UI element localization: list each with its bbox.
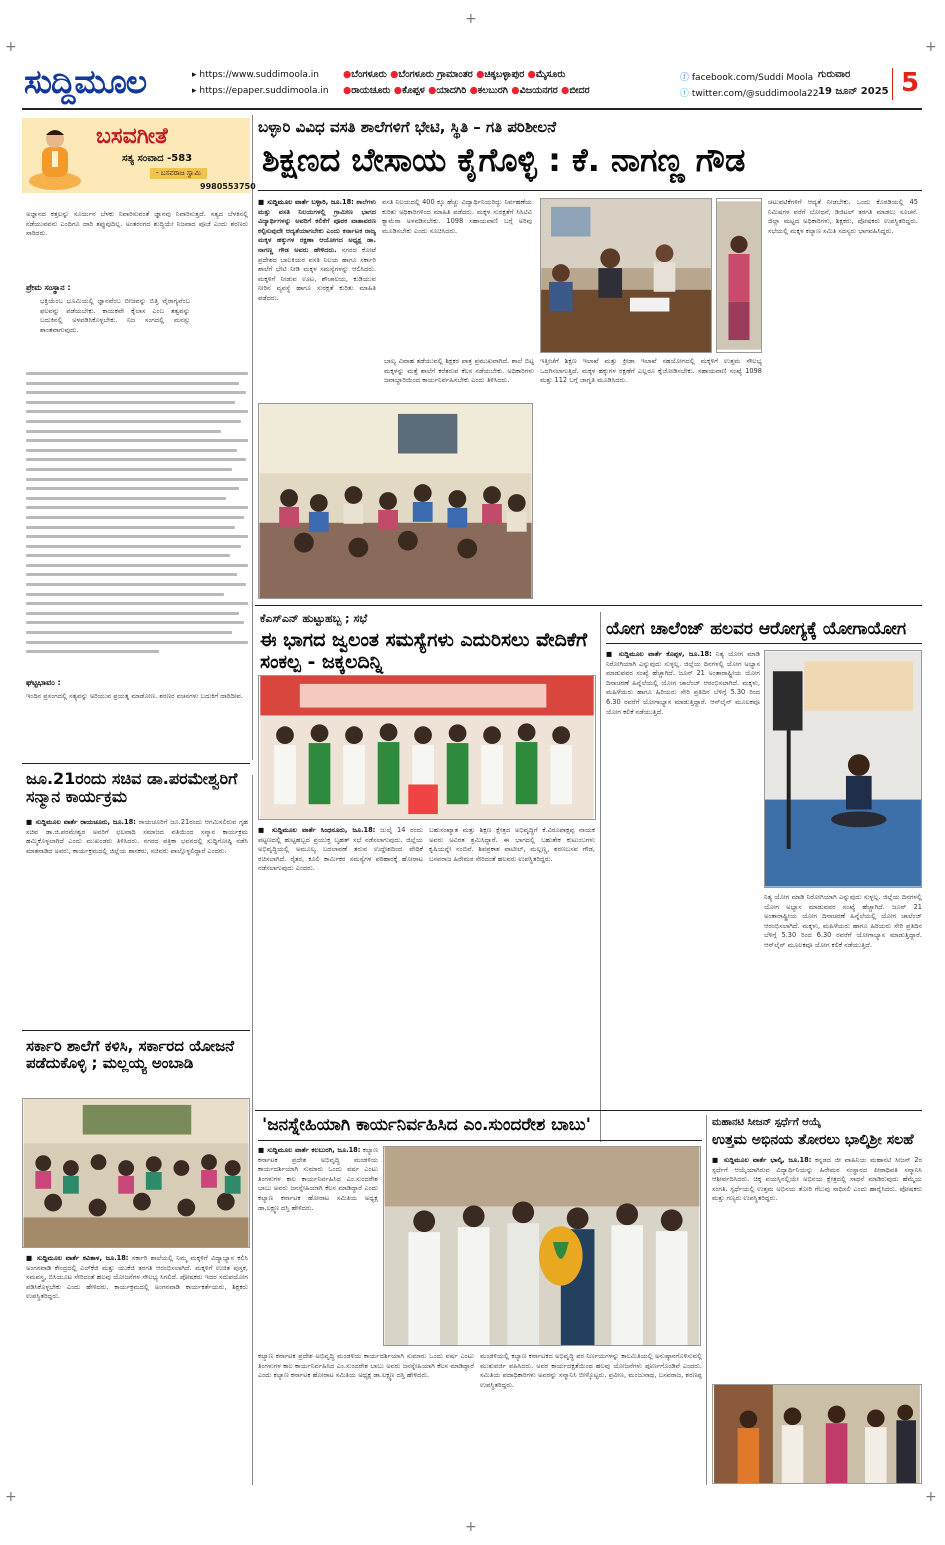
crop-mark: + (5, 39, 17, 55)
lead-photo-office (540, 198, 712, 353)
lead-column-3: ಬಾಲ್ಯ ವಿವಾಹ ತಡೆಯುವಲ್ಲಿ ಶಿಕ್ಷಕರ ಪಾತ್ರ ಪ್ರಮುಖವಾಗಿದೆ. ಶಾಲೆ ಬಿಟ್ಟ ಮಕ್ಕಳನ್ನು ಮತ್ತೆ ಶಾಲೆಗೆ ಕರೆತರುವ ಕೆಲಸ ನಡೆಯಬೇಕು. ಅಧಿಕಾರಿಗಳು ಜವಾಬ್ದಾರಿಯಿಂದ ಕಾರ್ಯನಿರ್ವಹಿಸಬೇಕು ಎಂದು ತಿಳಿಸಿದರು. (384, 357, 534, 385)
lead-column-right: ಚಟುವಟಿಕೆಗಳಿಗೆ ಆದ್ಯತೆ ನೀಡಬೇಕು. ಒಂದು ಕೊಠಡಿಯಲ್ಲಿ 45 ನಿಮಿಷಗಳ ವರೆಗೆ ಬೋಧನೆ, ಡಿಜಿಟಲ್ ತರಗತಿ ಮಾಡಲು ಸೂಚನೆ. ಜಿಲ್ಲಾ ಮಟ್ಟದ ಅಧಿಕಾರಿಗಳು, ಶಿಕ್ಷಕರು, ಪೋಷಕರು ಉಪಸ್ಥಿತರಿದ್ದರು. ಸಭೆಯಲ್ಲಿ ಮಕ್ಕಳ ಕಲ್ಯಾಣ ಸಮಿತಿ ಸದಸ್ಯರು ಭಾಗವಹಿಸಿದ್ದರು. (768, 198, 918, 235)
yoga-headline: ಯೋಗ ಚಾಲೆಂಜ್ ಹಲವರ ಆರೋಗ್ಯಕ್ಕೆ ಯೋಗಾಯೋಗ (606, 619, 907, 639)
issue-date: 19 ಜೂನ್ 2025 (818, 86, 889, 97)
lead-column-1 (258, 198, 376, 398)
cities-row-1: ●ಬೆಂಗಳೂರು ●ಬೆಂಗಳೂರು ಗ್ರಾಮಾಂತರ ●ಚಿಕ್ಕಬಳ್ಳಾಪುರ ●ಮೈಸೂರು (343, 69, 566, 80)
crop-mark: + (925, 39, 937, 55)
basavageethe-subtitle: ಸತ್ಯ ಸಂವಾದ -583 (122, 153, 193, 164)
ksn-text-1: ಜುಲೈ 14 ರಂದು ಪಟ್ಟಣದಲ್ಲಿ ಹುಟ್ಟಹಬ್ಬದ ಪ್ರಯುಕ್ತ ಬೃಹತ್ ಸಭೆ ನಡೆಸಲಾಗುವುದು. ಜಿಲ್ಲೆಯ ಅಭಿವೃದ್ಧಿಯಲ್ಲಿ ಅಮೂಲ್ಯ ಬದಲಾವಣೆ ತರುವ ಉದ್ದೇಶದಿಂದ ವೇದಿಕೆ ರಚಿಸಲಾಗಿದೆ. ರೈತರ, ಕೂಲಿ ಕಾರ್ಮಿಕರ ಸಮಸ್ಯೆಗಳ ಪರಿಹಾರಕ್ಕೆ ಹೋರಾಟ ನಡೆಸಲಾಗುವುದು ಎಂದರು. (258, 826, 423, 873)
yoga-byline: ■ ಸುದ್ದಿಮೂಲ ವಾರ್ತೆ ಕೊಪ್ಪಳ, ಜೂ.18: (606, 650, 712, 658)
lead-intro: ಶಾಲೆಗಳು ಮತ್ತು ವಸತಿ ನಿಲಯಗಳಲ್ಲಿ ಗ್ರಾಮೀಣ ಭಾಗದ ವಿದ್ಯಾರ್ಥಿಗಳನ್ನು ಅವರಿಗೆ ಕಲಿಕೆಗೆ ಪೂರಕ ವಾತಾವರಣ ಕಲ್ಪಿಸುವುದೇ ಆದ್ಯತೆಯಾಗಬೇಕು ಎಂದು ಕರ್ನಾಟಕ ರಾಜ್ಯ ಮಕ್ಕಳ ಹಕ್ಕುಗಳ ರಕ್ಷಣಾ ಆಯೋಗದ ಅಧ್ಯಕ್ಷ ಡಾ. ನಾಗಣ್ಣ ಗೌಡ ಅವರು ಹೇಳಿದರು. (258, 198, 376, 254)
ksn-photo (258, 675, 596, 820)
lead-kicker: ಬಳ್ಳಾರಿ ವಿವಿಧ ವಸತಿ ಶಾಲೆಗಳಿಗೆ ಭೇಟಿ, ಸ್ಥಿತಿ – ಗತಿ ಪರಿಶೀಲನೆ (258, 118, 557, 136)
yoga-column-right: ನಿತ್ಯ ಯೋಗ ಮಾಡಿ ನಿರೋಗಿಯಾಗಿ ಎನ್ನುವುದು ಸುಳ್ಳಲ್ಲ. ಜಿಲ್ಲೆಯ ದಿನಗಳಲ್ಲಿ ಯೋಗ ಅಭ್ಯಾಸ ಮಾಡುವವರ ಸಂಖ್ಯೆ ಹೆಚ್ಚಾಗಿದೆ. ಜೂನ್ 21 ಅಂತಾರಾಷ್ಟ್ರೀಯ ಯೋಗ ದಿನಾಚರಣೆ ಹಿನ್ನೆಲೆಯಲ್ಲಿ ಯೋಗ ಚಾಲೆಂಜ್ ಆರಂಭಿಸಲಾಗಿದೆ. ಮಕ್ಕಳು, ಮಹಿಳೆಯರು ಹಾಗೂ ಹಿರಿಯರು ಸೇರಿ ಪ್ರತಿದಿನ ಬೆಳಿಗ್ಗೆ 5.30 ರಿಂದ 6.30 ರವರೆಗೆ ಯೋಗಾಭ್ಯಾಸ ಮಾಡುತ್ತಿದ್ದಾರೆ. ಆನ್‌ಲೈನ್ ಮೂಲಕವೂ ಯೋಗ ಕಲಿಕೆ ನಡೆಯುತ್ತಿದೆ. (764, 893, 922, 949)
bhavyashree-kicker: ಮಹಾನಟಿ ಸೀಜನ್ ಸ್ಪರ್ಧೆಗೆ ಆಯ್ಕೆ (712, 1117, 821, 1128)
yoga-photo (764, 650, 922, 888)
government-school-headline: ಸರ್ಕಾರಿ ಶಾಲೆಗೆ ಕಳಿಸಿ, ಸರ್ಕಾರದ ಯೋಜನೆ ಪಡೆದುಕೊಳ್ಳಿ ; ಮಲ್ಲಯ್ಯ ಅಂಬಾಡಿ (26, 1037, 235, 1073)
crop-mark: + (465, 1519, 477, 1535)
bhavyashree-body (712, 1156, 922, 1378)
bhavyashree-byline: ■ ಸುದ್ದಿಮೂಲ ವಾರ್ತೆ ಭಾಲ್ಕಿ, ಜೂ.18: (712, 1156, 812, 1164)
lead-text-2: ನಗರದ ಕೋಟೆ ಪ್ರದೇಶದ ಬಾಲಕಿಯರ ವಸತಿ ನಿಲಯ ಹಾಗೂ ಸರ್ಕಾರಿ ಶಾಲೆಗೆ ಭೇಟಿ ನೀಡಿ ಮಕ್ಕಳ ಸಮಸ್ಯೆಗಳನ್ನು ಆಲಿಸಿದರು. ಮಕ್ಕಳಿಗೆ ನೀಡುವ ಊಟ, ಶೌಚಾಲಯ, ಕುಡಿಯುವ ನೀರಿನ ವ್ಯವಸ್ಥೆ ಹಾಗೂ ಸುರಕ್ಷತೆ ಕುರಿತು ಮಾಹಿತಿ ಪಡೆದರು. (258, 245, 376, 302)
twitter-icon: ⓣ (680, 89, 690, 99)
lead-column-2: ವಸತಿ ನಿಲಯದಲ್ಲಿ 400 ಕ್ಕೂ ಹೆಚ್ಚು ವಿದ್ಯಾರ್ಥಿನಿಯರಿದ್ದು ನಿರ್ವಹಣೆಯ ಕುರಿತು ಅಧಿಕಾರಿಗಳಿಂದ ಮಾಹಿತಿ ಪಡೆದರು. ಮಕ್ಕಳ ಸುರಕ್ಷತೆಗೆ ಸಿಸಿಟಿವಿ ಕ್ಯಾಮೆರಾ ಅಳವಡಿಸಬೇಕು. 1098 ಸಹಾಯವಾಣಿ ಬಗ್ಗೆ ಅರಿವು ಮೂಡಿಸಬೇಕು ಎಂದು ಸೂಚಿಸಿದರು. (382, 198, 532, 235)
twitter-link[interactable]: ⓣ twitter.com/@suddimoola22 (680, 89, 819, 99)
sundaresh-text-1: ಕಲ್ಯಾಣ ಕರ್ನಾಟಕ ಪ್ರದೇಶ ಅಭಿವೃದ್ಧಿ ಮಂಡಳಿಯ ಕಾರ್ಯದರ್ಶಿಯಾಗಿ ಸುಮಾರು ಒಂದು ವರ್ಷ ಎಂಟು ತಿಂಗಳುಗಳ ಕಾಲ ಕಾರ್ಯನಿರ್ವಹಿಸಿದ ಎಂ.ಸುಂದರೇಶ ಬಾಬು ಅವರು ಜನಸ್ನೇಹಿಯಾಗಿ ಕೆಲಸ ಮಾಡಿದ್ದಾರೆ ಎಂದು ಕಲ್ಯಾಣ ಕರ್ನಾಟಕ ಹೋರಾಟ ಸಮಿತಿಯ ಅಧ್ಯಕ್ಷ ಡಾ.ಲಕ್ಷ್ಮಣ ದಸ್ತಿ ಹೇಳಿದರು. (258, 1146, 378, 1212)
basavageethe-title: ಬಸವಗೀತೆ (96, 124, 168, 149)
lead-headline: ಶಿಕ್ಷಣದ ಬೇಸಾಯ ಕೈಗೊಳ್ಳಿ : ಕೆ. ನಾಗಣ್ಣ ಗೌಡ (262, 141, 746, 179)
lead-photo-officer (716, 198, 762, 353)
sundaresh-intro (258, 1146, 378, 1346)
sundaresh-column-2: ಕಲ್ಯಾಣ ಕರ್ನಾಟಕ ಪ್ರದೇಶ ಅಭಿವೃದ್ಧಿ ಮಂಡಳಿಯ ಕಾರ್ಯದರ್ಶಿಯಾಗಿ ಸುಮಾರು ಒಂದು ವರ್ಷ ಎಂಟು ತಿಂಗಳುಗಳ ಕಾಲ ಕಾರ್ಯನಿರ್ವಹಿಸಿದ ಎಂ.ಸುಂದರೇಶ ಬಾಬು ಅವರು ಜನಸ್ನೇಹಿಯಾಗಿ ಕೆಲಸ ಮಾಡಿದ್ದಾರೆ ಎಂದು ಕಲ್ಯಾಣ ಕರ್ನಾಟಕ ಹೋರಾಟ ಸಮಿತಿಯ ಅಧ್ಯಕ್ಷ ಡಾ.ಲಕ್ಷ್ಮಣ ದಸ್ತಿ ಹೇಳಿದರು. (258, 1352, 474, 1380)
government-school-byline: ■ ಸುದ್ದಿಮೂಲ ವಾರ್ತೆ ಕವಿತಾಳ, ಜೂ.18: (26, 1254, 129, 1262)
bhavyashree-text: ಕನ್ನಡದ ಜೀ ವಾಹಿನಿಯ ಮಹಾನಟಿ ಸೀಜನ್ 2ರ ಸ್ಪರ್ಧೆಗೆ ಆಯ್ಕೆಯಾಗಿರುವ ವಿದ್ಯಾರ್ಥಿನಿಯನ್ನು ಹಿರೇಮಠ ಸಂಸ್ಥಾನದ ಪೀಠಾಧಿಪತಿ ಸನ್ಮಾನಿಸಿ ಆಶೀರ್ವದಿಸಿದರು. ಚಿಕ್ಕ ವಯಸ್ಸಿನಲ್ಲಿಯೇ ಅಭಿನಯ ಕ್ಷೇತ್ರದಲ್ಲಿ ಸಾಧನೆ ಮಾಡಿರುವುದು ಹೆಮ್ಮೆಯ ಸಂಗತಿ. ಸ್ಪರ್ಧೆಯಲ್ಲಿ ಉತ್ತಮ ಅಭಿನಯ ತೋರಿ ಗೆಲುವು ಸಾಧಿಸಲಿ ಎಂದು ಹಾರೈಸಿದರು. ಪೋಷಕರು ಮತ್ತು ಗಣ್ಯರು ಉಪಸ್ಥಿತರಿದ್ದರು. (712, 1156, 922, 1203)
yoga-column-left (606, 650, 760, 1105)
weekday: ಗುರುವಾರ (818, 69, 851, 80)
ksn-headline: ಈ ಭಾಗದ ಜ್ವಲಂತ ಸಮಸ್ಯೆಗಳು ಎದುರಿಸಲು ವೇದಿಕೆಗೆ ಸಂಕಲ್ಪ - ಜಕ್ಕಲದಿನ್ನಿ (260, 629, 588, 673)
crop-mark: + (465, 11, 477, 27)
sundaresh-headline: 'ಜನಸ್ನೇಹಿಯಾಗಿ ಕಾರ್ಯನಿರ್ವಹಿಸಿದ ಎಂ.ಸುಂದರೇಶ ಬಾಬು' (262, 1115, 591, 1135)
cities-row-2: ●ರಾಯಚೂರು ●ಕೊಪ್ಪಳ ●ಯಾದಗಿರಿ ●ಕಲಬುರಗಿ ●ವಿಜಯನಗರ ●ಬೀದರ (343, 85, 590, 96)
basavageethe-fact-label: ಘಟ್ಟಭಾವಂ : (26, 678, 61, 687)
lead-photo-classroom (258, 403, 533, 599)
basavageethe-author: - ಬಸವರಾಜ ಸ್ವಾಮಿ (150, 168, 207, 179)
basavageethe-verse: ಭಕ್ತಿಯೆಂಬ ಭೂಮಿಯಲ್ಲಿ ಜ್ಞಾನವೆಂಬ ಬೀಜವನ್ನು ಬಿತ್ತಿ ವೈರಾಗ್ಯವೆಂಬ ಫಲವನ್ನು ಪಡೆಯಬೇಕು. ಕಾಯಕವೇ ಕೈಲಾಸ ಎಂಬ ತತ್ವವನ್ನು ಬದುಕಿನಲ್ಲಿ ಅಳವಡಿಸಿಕೊಳ್ಳಬೇಕು. ನಿಜ ಸಂಗದಲ್ಲಿ ಮನಸ್ಸು ಶಾಂತವಾಗುವುದು. (40, 297, 190, 334)
sundaresh-byline: ■ ಸುದ್ದಿಮೂಲ ವಾರ್ತೆ ಕಲಬುರಗಿ, ಜೂ.18: (258, 1146, 361, 1154)
ksn-column-1 (258, 826, 423, 1104)
facebook-link[interactable]: ⓕ facebook.com/Suddi Moola (680, 73, 814, 83)
author-phone: 9980553750 (200, 182, 256, 191)
government-school-photo (22, 1098, 250, 1248)
basavageethe-text-3: ಇಂದಿನ ಪ್ರಸಂಗದಲ್ಲಿ ಸತ್ಯವನ್ನು ಅರಿಯುವ ಪ್ರಯತ್ನ ಮಾಡೋಣ. ಶರಣರ ವಚನಗಳು ಬದುಕಿಗೆ ದಾರಿದೀಪ. (26, 692, 243, 700)
crop-mark: + (5, 1489, 17, 1505)
parameshwar-byline: ■ ಸುದ್ದಿಮೂಲ ವಾರ್ತೆ ರಾಯಚೂರು, ಜೂ.18: (26, 818, 136, 826)
lead-byline: ■ ಸುದ್ದಿಮೂಲ ವಾರ್ತೆ ಬಳ್ಳಾರಿ, ಜೂ.18: (258, 198, 354, 206)
lead-column-4: ಇತ್ತೀಚೆಗೆ ಶಿಕ್ಷಣ ಇಲಾಖೆ ಮತ್ತು ಕ್ರೀಡಾ ಇಲಾಖೆ ಸಹಯೋಗದಲ್ಲಿ ಮಕ್ಕಳಿಗೆ ಉತ್ತಮ ಸೌಲಭ್ಯ ಒದಗಿಸಲಾಗುತ್ತಿದೆ. ಮಕ್ಕಳ ಹಕ್ಕುಗಳ ರಕ್ಷಣೆಗೆ ಎಲ್ಲರೂ ಕೈಜೋಡಿಸಬೇಕು. ಸಹಾಯವಾಣಿ ಸಂಖ್ಯೆ 1098 ಮತ್ತು 112 ಬಗ್ಗೆ ಜಾಗೃತಿ ಮೂಡಿಸಿದರು. (540, 357, 762, 385)
basavageethe-continued-text (26, 372, 248, 672)
government-school-body (26, 1254, 248, 1484)
parameshwar-headline: ಜೂ.21ರಂದು ಸಚಿವ ಡಾ.ಪರಮೇಶ್ವರಿಗೆ ಸನ್ಮಾನ ಕಾರ್ಯಕ್ರಮ (26, 769, 238, 807)
ksn-byline: ■ ಸುದ್ದಿಮೂಲ ವಾರ್ತೆ ಸಿಂಧನೂರು, ಜೂ.18: (258, 826, 376, 834)
parameshwar-body (26, 818, 248, 1023)
sundaresh-photo (383, 1146, 701, 1346)
masthead-logo: ಸುದ್ದಿಮೂಲ (24, 62, 147, 101)
bhavyashree-photo (712, 1384, 922, 1484)
website-url[interactable]: ▸ https://www.suddimoola.in (192, 70, 319, 80)
facebook-icon: ⓕ (680, 73, 690, 83)
page-number: 5 (901, 68, 920, 98)
epaper-url[interactable]: ▸ https://epaper.suddimoola.in (192, 86, 329, 96)
yoga-text: ನಿತ್ಯ ಯೋಗ ಮಾಡಿ ನಿರೋಗಿಯಾಗಿ ಎನ್ನುವುದು ಸುಳ್ಳಲ್ಲ. ಜಿಲ್ಲೆಯ ದಿನಗಳಲ್ಲಿ ಯೋಗ ಅಭ್ಯಾಸ ಮಾಡುವವರ ಸಂಖ್ಯೆ ಹೆಚ್ಚಾಗಿದೆ. ಜೂನ್ 21 ಅಂತಾರಾಷ್ಟ್ರೀಯ ಯೋಗ ದಿನಾಚರಣೆ ಹಿನ್ನೆಲೆಯಲ್ಲಿ ಯೋಗ ಚಾಲೆಂಜ್ ಆರಂಭಿಸಲಾಗಿದೆ. ಮಕ್ಕಳು, ಮಹಿಳೆಯರು ಹಾಗೂ ಹಿರಿಯರು ಸೇರಿ ಪ್ರತಿದಿನ ಬೆಳಿಗ್ಗೆ 5.30 ರಿಂದ 6.30 ರವರೆಗೆ ಯೋಗಾಭ್ಯಾಸ ಮಾಡುತ್ತಿದ್ದಾರೆ. ಆನ್‌ಲೈನ್ ಮೂಲಕವೂ ಯೋಗ ಕಲಿಕೆ ನಡೆಯುತ್ತಿದೆ. (606, 650, 760, 716)
ksn-kicker: ಕೆಎಸ್‌ಎನ್ ಹುಟ್ಟುಹಬ್ಬ ; ಸಭೆ (260, 612, 368, 625)
crop-mark: + (925, 1489, 937, 1505)
ksn-column-2: ಬಹುಸಂಖ್ಯಾತ ಮತ್ತು ಶಿಕ್ಷಣ ಕ್ಷೇತ್ರದ ಅಭಿವೃದ್ಧಿಗೆ ಕೆ.ವಿರೂಪಾಕ್ಷಪ್ಪ ನಾಯಕ ಅವರು ಅವಿರತ ಶ್ರಮಿಸಿದ್ದಾರೆ. ಈ ಭಾಗದಲ್ಲಿ ಬಹುತೇಕ ಕುಟುಂಬಗಳು ಕೃಷಿಯನ್ನೇ ನಂಬಿವೆ. ಶಿವಪ್ರಕಾಶ ಪಾಟೀಲ್, ಮಲ್ಲಣ್ಣ, ಶರಣಬಸವ ಗೌಡ, ಬಸವರಾಜ ಹಿರೇಮಠ ಸೇರಿದಂತೆ ಹಲವರು ಉಪಸ್ಥಿತರಿದ್ದರು. (429, 826, 595, 863)
bhavyashree-headline: ಉತ್ತಮ ಅಭಿನಯ ತೋರಲು ಭಾಲ್ಕಿಶ್ರೀ ಸಲಹೆ (712, 1132, 914, 1148)
parameshwar-text: ರಾಯಚೂರಿಗೆ ಜೂ.21ರಂದು ಆಗಮಿಸಲಿರುವ ಗೃಹ ಸಚಿವ ಡಾ.ಜಿ.ಪರಮೇಶ್ವರ ಅವರಿಗೆ ಛಲವಾದಿ ಸಮಾಜದ ವತಿಯಿಂದ ಸನ್ಮಾನ ಕಾರ್ಯಕ್ರಮ ಹಮ್ಮಿಕೊಳ್ಳಲಾಗಿದೆ ಎಂದು ಮುಖಂಡರು ತಿಳಿಸಿದರು. ನಗರದ ಪತ್ರಿಕಾ ಭವನದಲ್ಲಿ ಸುದ್ದಿಗೋಷ್ಠಿ ನಡೆಸಿ ಮಾತನಾಡಿದ ಅವರು, ಕಾರ್ಯಕ್ರಮದಲ್ಲಿ ಜಿಲ್ಲೆಯ ಶಾಸಕರು, ಸಚಿವರು ಪಾಲ್ಗೊಳ್ಳಲಿದ್ದಾರೆ ಎಂದರು. (26, 818, 248, 855)
basavageethe-section-label: ಪ್ರೇಮ ಸಂಸ್ಥಾನ : (26, 283, 71, 292)
basavageethe-text-1: ಅಜ್ಞಾನದ ಕತ್ತಲನ್ನು ಸೂರ್ಯನ ಬೆಳಕು ನಿವಾರಿಸುವಂತೆ ಜ್ಞಾನವು ನಿವಾರಿಸುತ್ತದೆ. ಸತ್ಯದ ಬೆಳಕಿನಲ್ಲಿ ನಡೆಯುವವನು ಎಂದಿಗೂ ದಾರಿ ತಪ್ಪುವುದಿಲ್ಲ. ಅಂತರಂಗದ ಶುದ್ಧಿಯೇ ನಿಜವಾದ ಪೂಜೆ ಎಂದು ಶರಣರು ಸಾರಿದರು. (26, 210, 248, 238)
sundaresh-column-3: ಮಂಡಳಿಯಲ್ಲಿ ಕಲ್ಯಾಣ ಕರ್ನಾಟಕದ ಅಭಿವೃದ್ಧಿ ಪರ ನಿರ್ಣಯಗಳನ್ನು ಕಾಲಮಿತಿಯಲ್ಲಿ ಅನುಷ್ಠಾನಗೊಳಿಸುವಲ್ಲಿ ಮುತುವರ್ಜಿ ವಹಿಸಿದರು. ಅವರ ಕಾರ್ಯದಕ್ಷತೆಯಿಂದ ಹಲವು ಯೋಜನೆಗಳು ಪೂರ್ಣಗೊಂಡಿವೆ ಎಂದರು. ಸಮಿತಿಯ ಪದಾಧಿಕಾರಿಗಳು ಅವರನ್ನು ಸನ್ಮಾನಿಸಿ ಬೀಳ್ಕೊಟ್ಟರು. ಪ್ರವೀಣ, ಮಂಜುನಾಥ, ಬಸವರಾಜ, ಶರಣಪ್ಪ ಉಪಸ್ಥಿತರಿದ್ದರು. (480, 1352, 702, 1389)
saint-portrait (26, 121, 84, 191)
government-school-text: ಸರ್ಕಾರಿ ಶಾಲೆಯಲ್ಲಿ ನಿಮ್ಮ ಮಕ್ಕಳಿಗೆ ವಿದ್ಯಾಭ್ಯಾಸ ಕಲಿಸಿ ಅಂಗನವಾಡಿ ಕೇಂದ್ರದಲ್ಲಿ ಎಲ್‌ಕೆಜಿ ಮತ್ತು ಯುಕೆಜಿ ತರಗತಿ ಆರಂಭಿಸಲಾಗಿದೆ. ಮಕ್ಕಳಿಗೆ ಉಚಿತ ಪುಸ್ತಕ, ಸಮವಸ್ತ್ರ, ಬಿಸಿಯೂಟ ಸೇರಿದಂತೆ ಹಲವು ಯೋಜನೆಗಳ ಸೌಲಭ್ಯ ಸಿಗಲಿದೆ. ಪೋಷಕರು ಇದರ ಸದುಪಯೋಗ ಪಡಿಸಿಕೊಳ್ಳಬೇಕು ಎಂದು ಹೇಳಿದರು. ಕಾರ್ಯಕ್ರಮದಲ್ಲಿ ಅಂಗನವಾಡಿ ಕಾರ್ಯಕರ್ತೆಯರು, ಶಿಕ್ಷಕರು ಉಪಸ್ಥಿತರಿದ್ದರು. (26, 1254, 248, 1301)
